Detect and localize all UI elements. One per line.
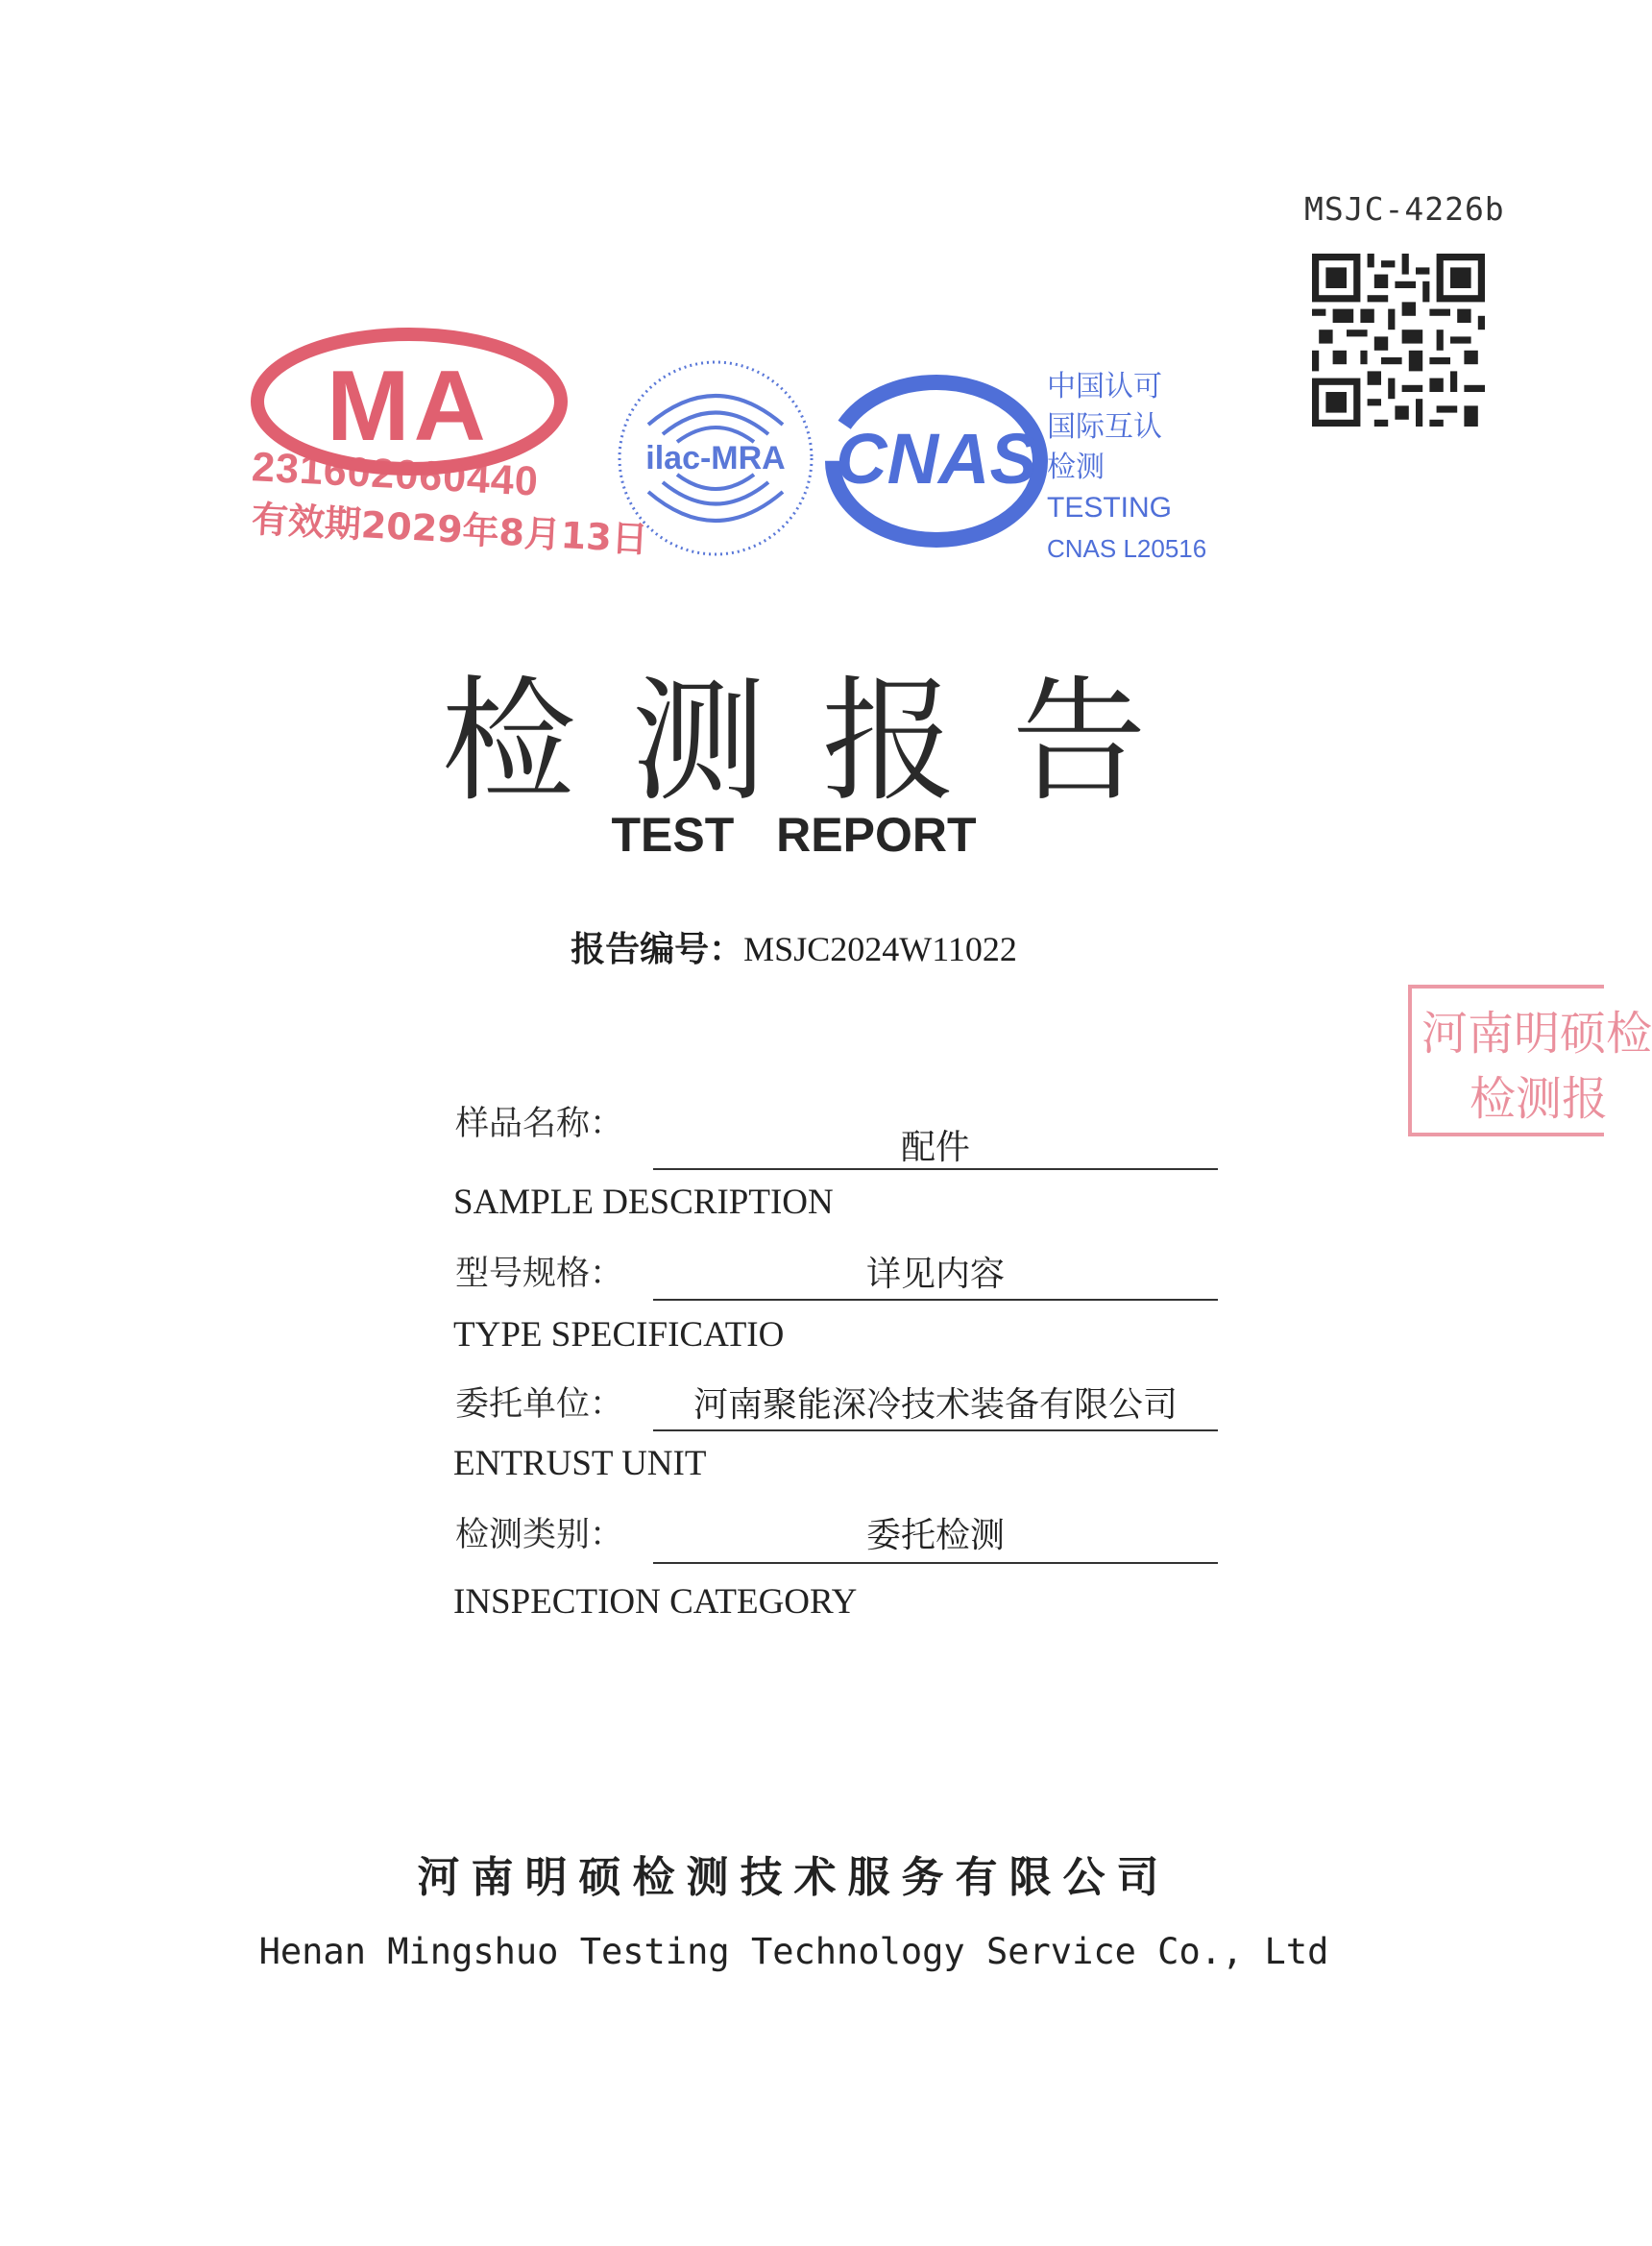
cnas-line-5: CNAS L20516 bbox=[1047, 534, 1207, 563]
category-value: 委托检测 bbox=[865, 1516, 1005, 1555]
report-number bbox=[0, 922, 1588, 971]
document-code: MSJC-4226b bbox=[1304, 190, 1505, 228]
cnas-logo bbox=[826, 370, 1047, 552]
cnas-line-4: TESTING bbox=[1047, 492, 1173, 524]
type-value: 详见内容 bbox=[865, 1255, 1005, 1294]
entrust-value: 河南聚能深冷技术装备有限公司 bbox=[692, 1385, 1178, 1425]
type-label: 型号规格： bbox=[455, 1255, 624, 1293]
cnas-line-2: 国际互认 bbox=[1047, 410, 1162, 444]
entrust-underline bbox=[653, 1429, 1218, 1431]
category-label-en: INSPECTION CATEGORY bbox=[453, 1582, 858, 1622]
sample-value: 配件 bbox=[900, 1128, 970, 1167]
sample-label-en: SAMPLE DESCRIPTION bbox=[453, 1183, 834, 1222]
seal-line-2: 检测报 bbox=[1470, 1072, 1609, 1126]
seal-line-1: 河南明硕检 bbox=[1421, 1007, 1652, 1061]
qr-code-icon bbox=[1312, 254, 1485, 427]
title-chinese: 检测报告 bbox=[441, 664, 1203, 820]
cma-logo-text: MA bbox=[327, 351, 490, 462]
category-label: 检测类别： bbox=[455, 1516, 624, 1554]
entrust-label: 委托单位： bbox=[455, 1385, 624, 1424]
report-number-value: MSJC2024W11022 bbox=[743, 930, 1017, 968]
cnas-caption bbox=[1047, 367, 1206, 569]
company-name-english: Henan Mingshuo Testing Technology Service Co., Ltd bbox=[258, 1931, 1329, 1972]
sample-label: 样品名称： bbox=[455, 1105, 624, 1143]
cnas-line-1: 中国认可 bbox=[1047, 370, 1162, 403]
report-number-label: 报告编号： bbox=[571, 930, 744, 969]
cma-valid-date: 有效期2029年8月13日 bbox=[250, 498, 649, 561]
sample-underline bbox=[653, 1168, 1218, 1170]
cnas-logo-text: CNAS bbox=[836, 419, 1037, 499]
category-underline bbox=[653, 1562, 1218, 1564]
ilac-text: ilac-MRA bbox=[645, 440, 786, 476]
type-underline bbox=[653, 1299, 1218, 1301]
company-seal-partial bbox=[1408, 985, 1652, 1136]
entrust-label-en: ENTRUST UNIT bbox=[453, 1444, 707, 1483]
cnas-line-3: 检测 bbox=[1047, 451, 1105, 484]
company-name-chinese: 河南明硕检测技术服务有限公司 bbox=[417, 1853, 1171, 1902]
title-english: TEST REPORT bbox=[611, 808, 977, 862]
ilac-mra-logo bbox=[615, 357, 816, 559]
type-label-en: TYPE SPECIFICATIO bbox=[453, 1315, 785, 1355]
cma-number: 231602060440 bbox=[250, 444, 541, 505]
